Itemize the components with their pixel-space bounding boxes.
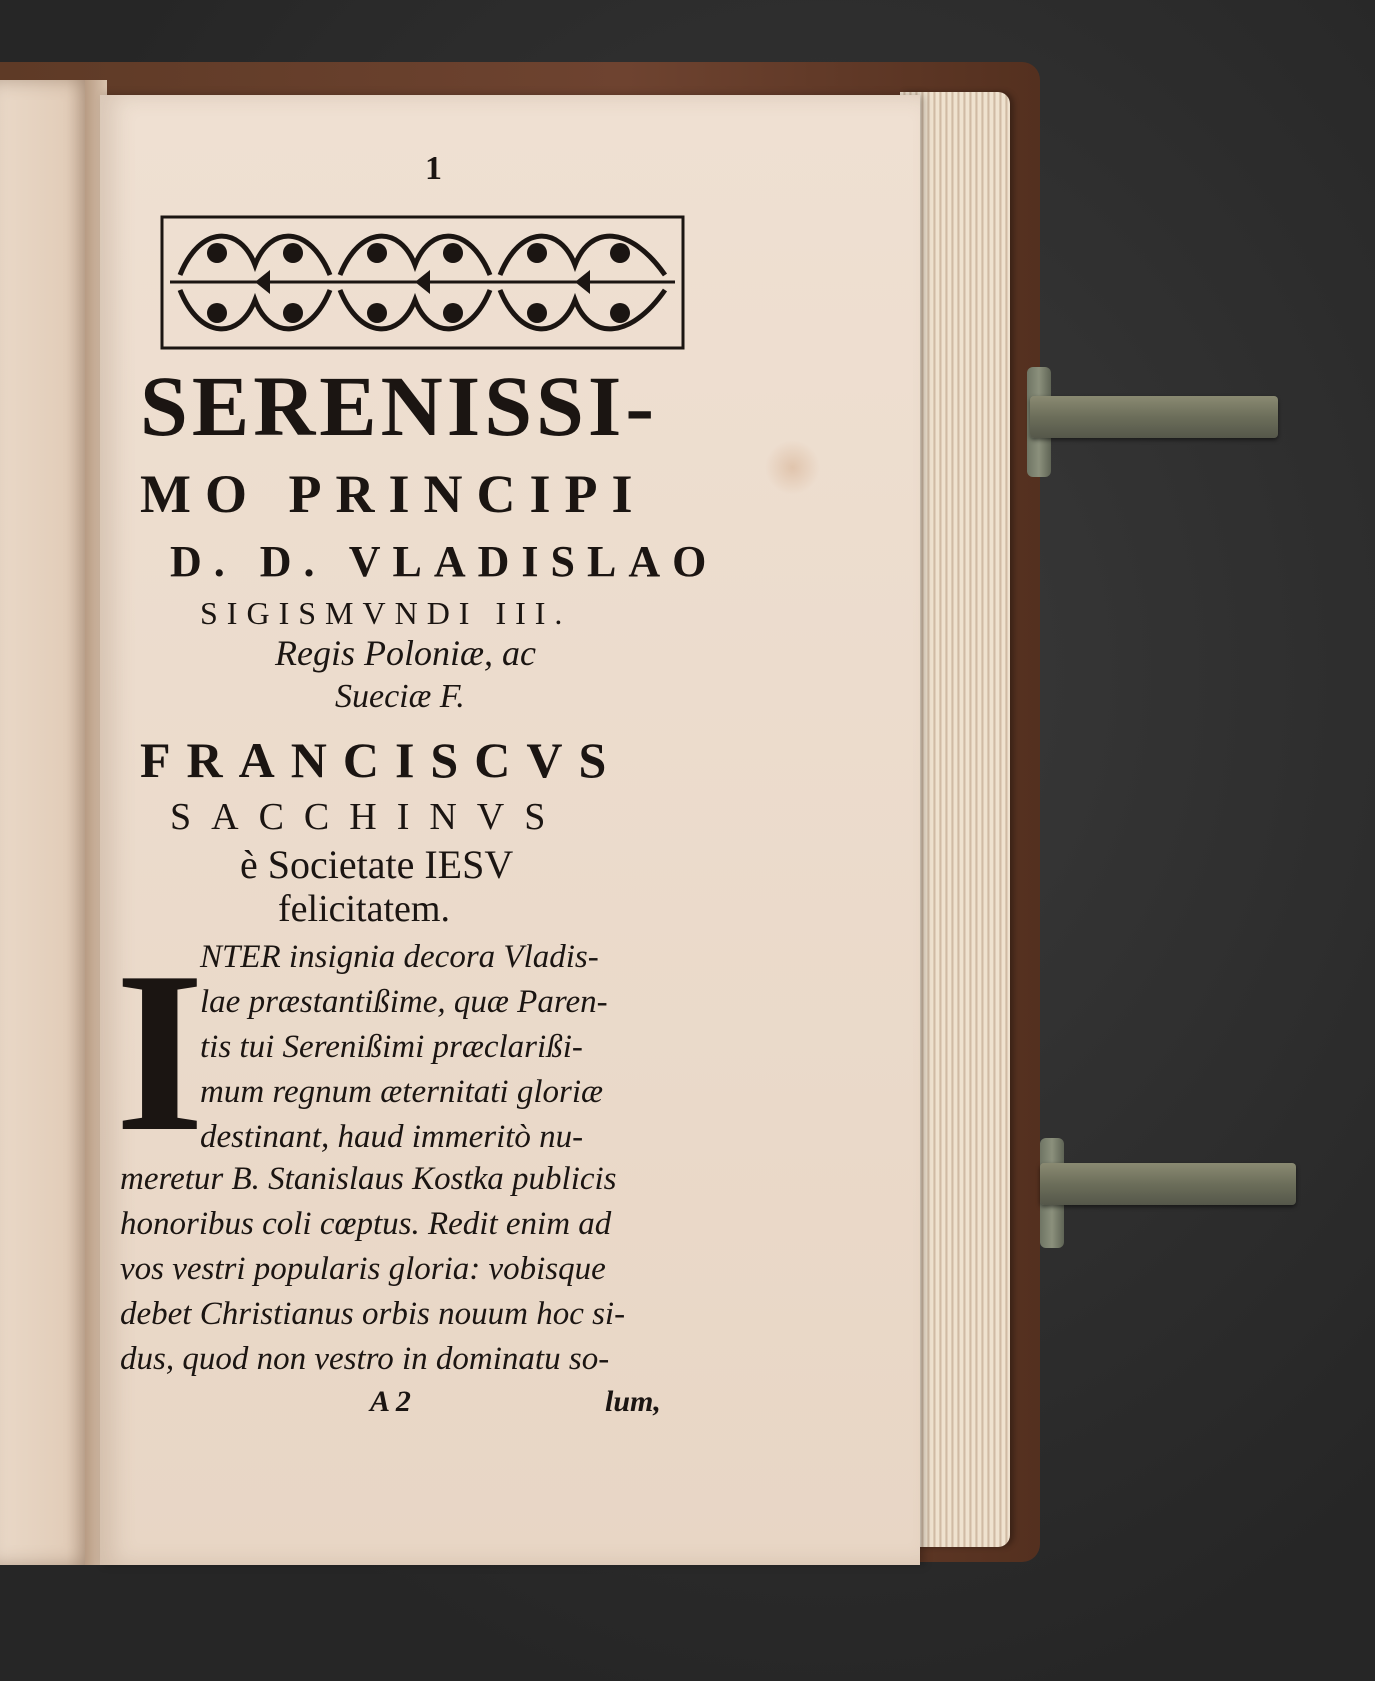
heading-line-7: FRANCISCVS [140,732,623,788]
signature-mark: A 2 [370,1385,411,1418]
heading-line-5: Regis Poloniæ, ac [275,633,536,673]
heading-line-3: D. D. VLADISLAO [170,537,719,586]
page-number: 1 [425,150,442,187]
body-text-rest: meretur B. Stanislaus Kostka publicis honoribus coli cœptus. Redit enim ad vos vestri popularis gloria: vobisque debet Christianus orbis nouum hoc si- dus, quod non vestro in dominatu so- [120,1161,626,1377]
body-text-first: NTER insignia decora Vladis- lae præstantißime, quæ Paren- tis tui Serenißimi præclarißi- mum regnum æternitati gloriæ destinant, haud immeritò nu- [200,939,608,1155]
ornament-headpiece [160,215,685,350]
clasp-bottom [1040,1163,1296,1205]
heading-line-6: Sueciæ F. [335,678,465,715]
left-page [0,80,95,1565]
heading-line-9: è Societate IESV [240,842,514,887]
page-stain [765,440,820,495]
catchword: lum, [605,1385,661,1418]
heading-line-10: felicitatem. [278,888,450,930]
heading-line-2: MO PRINCIPI [140,464,647,524]
heading-line-4: SIGISMVNDI III. [200,595,572,631]
drop-cap: I [115,924,205,1179]
heading-line-8: SACCHINVS [170,796,566,838]
clasp-top [1030,396,1278,438]
heading-line-1: SERENISSI- [140,358,658,454]
